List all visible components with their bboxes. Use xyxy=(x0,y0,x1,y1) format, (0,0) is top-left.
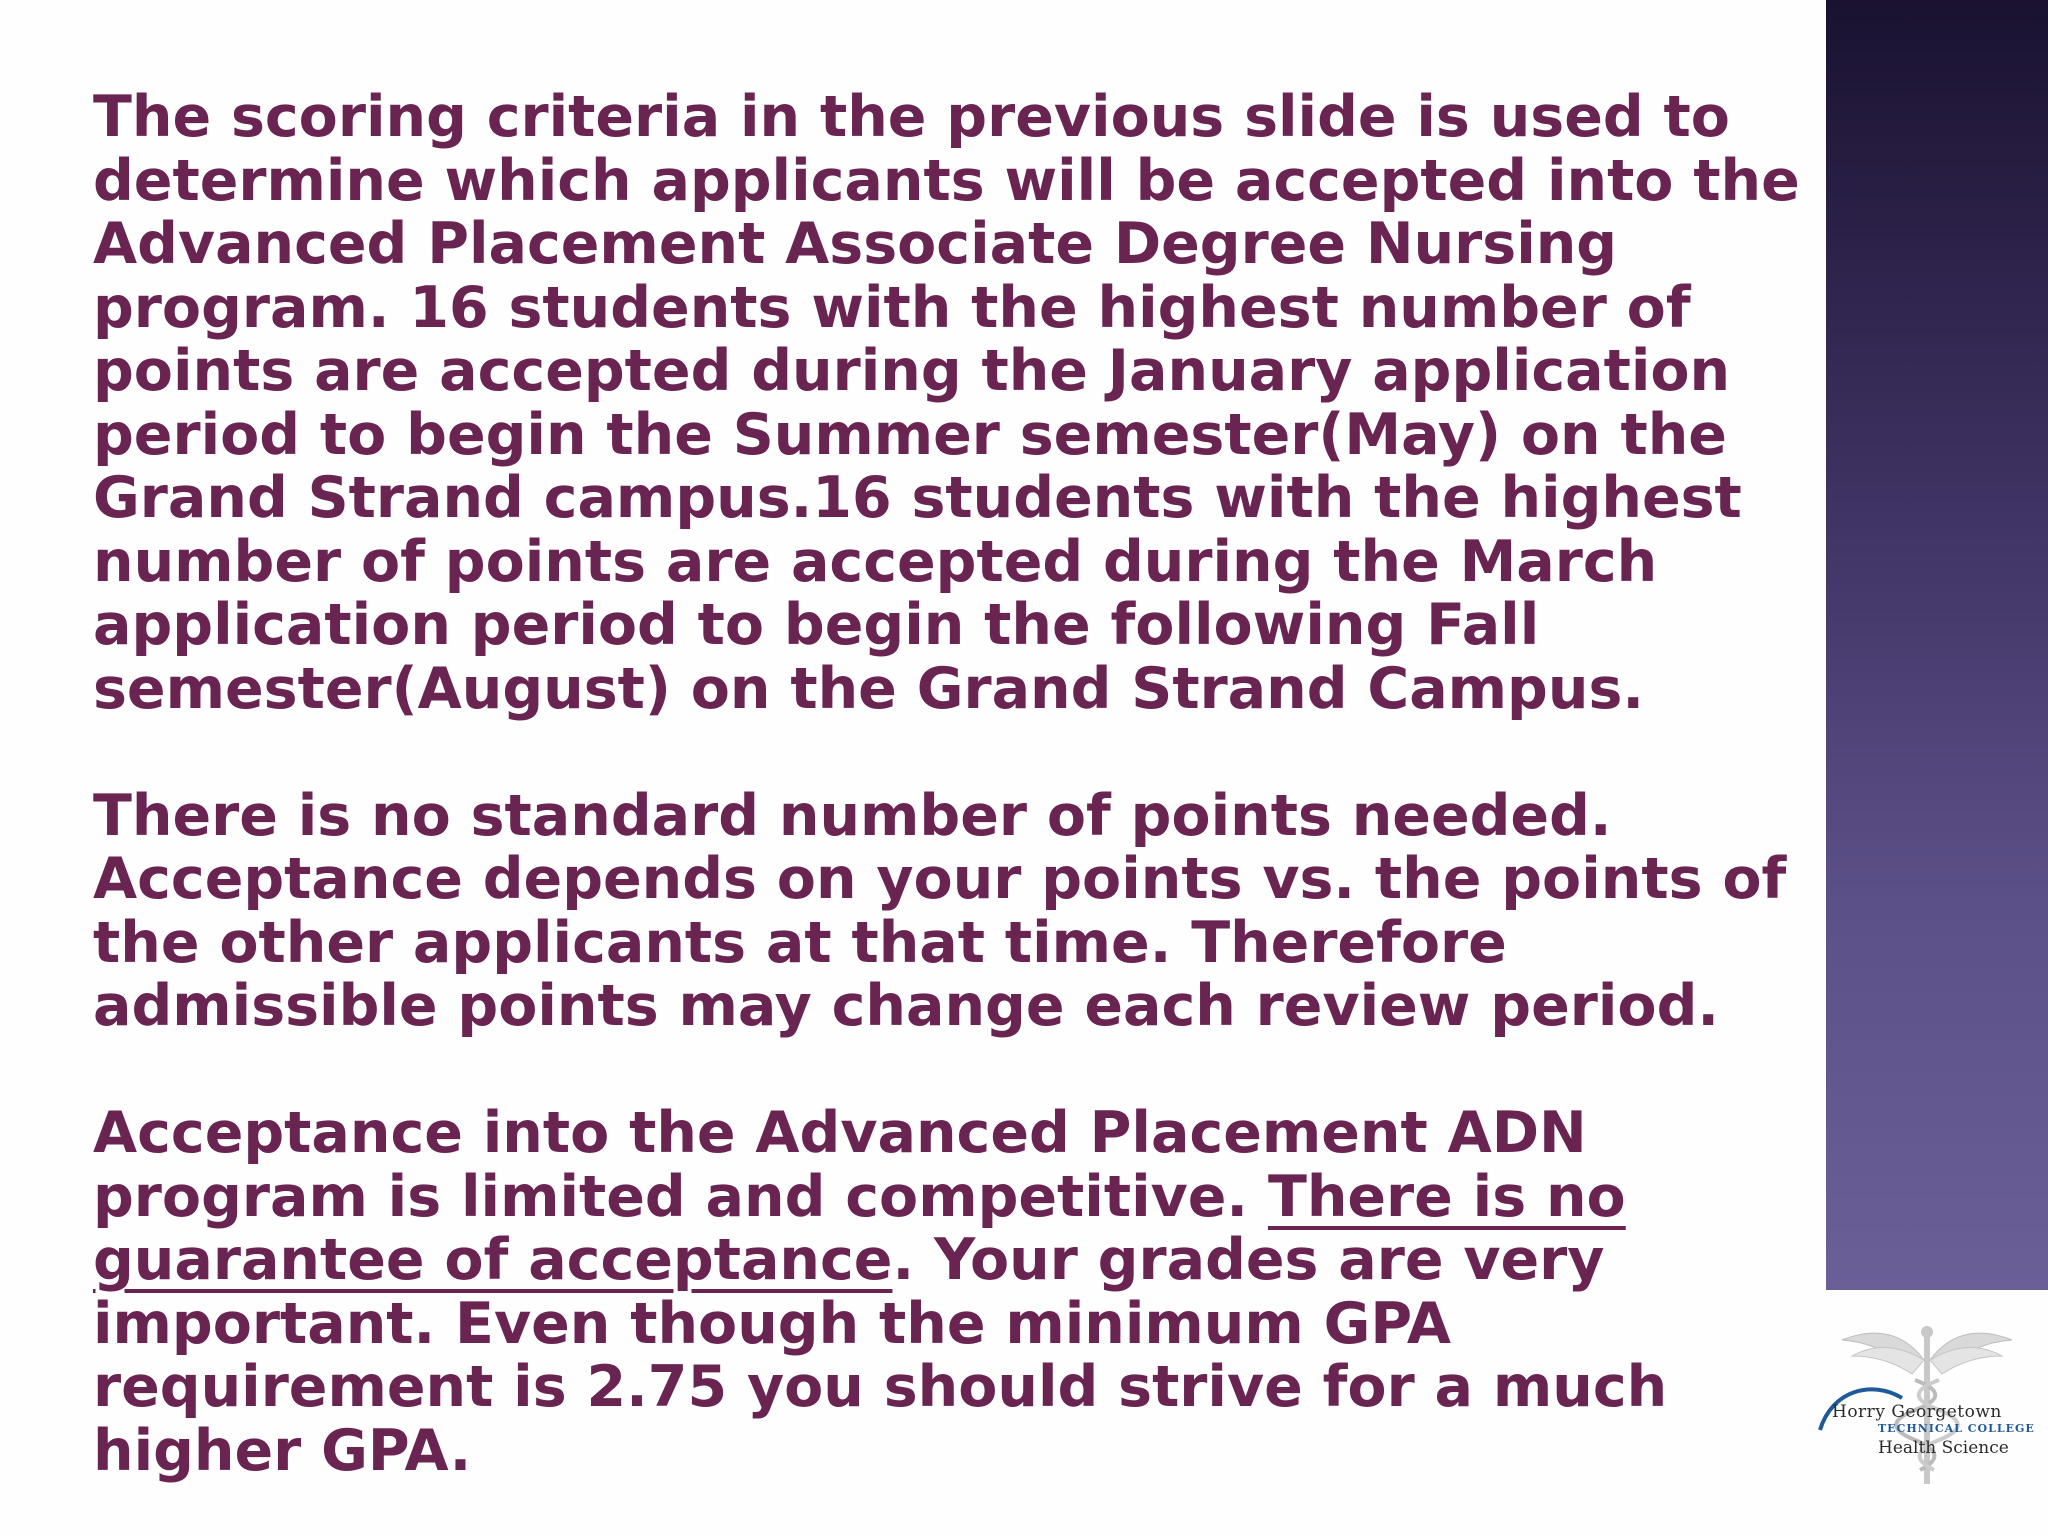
no-guarantee-emphasis: There is no guarantee of acceptance xyxy=(93,1163,1626,1293)
paragraph-no-standard-points: There is no standard number of points needed. Acceptance depends on your points vs. the points of the other applicants at that time. Therefore admissible points may change each review period. xyxy=(93,782,1787,1039)
acceptance-text-end: . Your grades are very important. Even though the minimum GPA requirement is 2.75 you should strive for a much higher GPA. xyxy=(93,1227,1668,1484)
paragraph-scoring-criteria: The scoring criteria in the previous slide is used to determine which applicants will be accepted into the Advanced Placement Associate Degree Nursing program. 16 students with the highest number of points are accepted during the January application period to begin the Summer semester(May) on the Grand Strand campus.16 students with the highest number of points are accepted during the March application period to begin the following Fall semester(August) on the Grand Strand Campus. xyxy=(93,84,1800,722)
paragraph-acceptance-limited xyxy=(93,1102,1823,1483)
logo-college-subtitle: TECHNICAL COLLEGE xyxy=(1878,1422,2035,1435)
logo-department: Health Science xyxy=(1878,1438,2009,1458)
hgtc-health-science-logo xyxy=(1812,1320,2042,1490)
acceptance-text-start: Acceptance into the Advanced Placement ADN program is limited and competitive. xyxy=(93,1100,1587,1230)
decorative-side-band xyxy=(1826,0,2048,1290)
slide-body xyxy=(93,86,1823,1483)
logo-college-name: Horry Georgetown xyxy=(1832,1402,2002,1422)
